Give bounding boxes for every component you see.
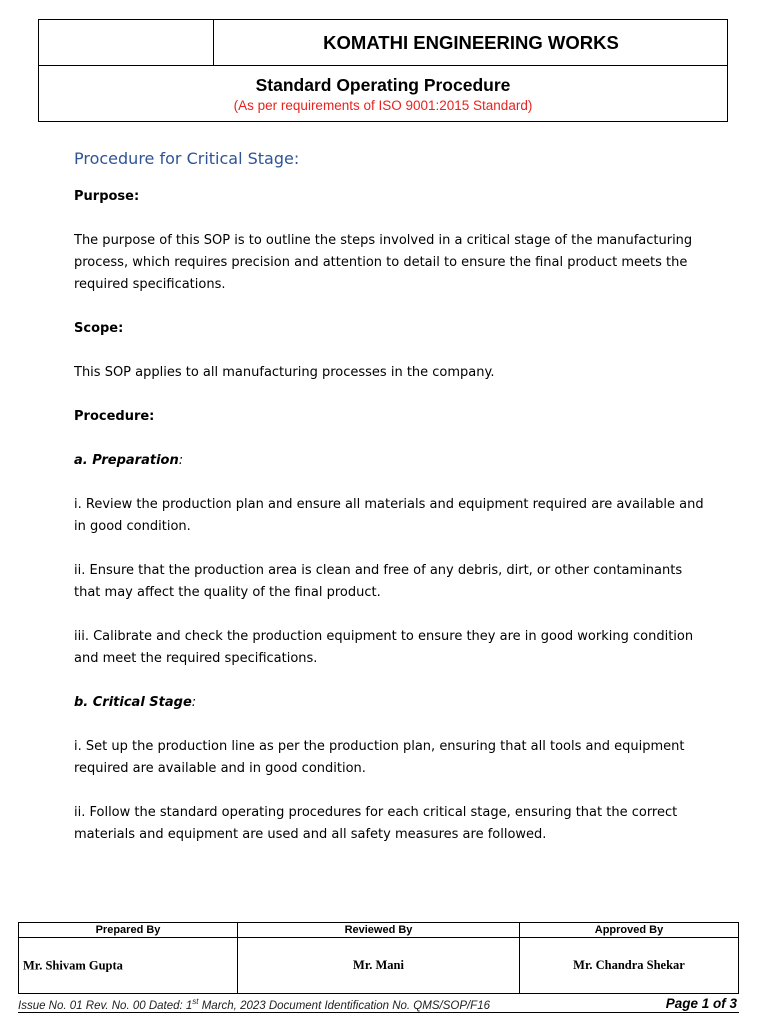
document-identification: Issue No. 01 Rev. No. 00 Dated: 1st March, 2023 Document Identification No. QMS/SOP/F16 (18, 997, 490, 1012)
page-number: Page 1 of 3 (665, 996, 737, 1011)
footer-rule (18, 1012, 739, 1013)
preparation-label: a. Preparation (74, 453, 179, 468)
purpose-label: Purpose: (74, 189, 140, 204)
iso-subtitle: (As per requirements of ISO 9001:2015 Standard) (233, 98, 533, 113)
preparation-step: i. Review the production plan and ensure all materials and equipment required are available and in good condition. (74, 497, 704, 534)
critical-stage-step: ii. Follow the standard operating procedures for each critical stage, ensuring that the correct materials and equipment are used and all safety measures are followed. (74, 805, 678, 842)
signature-name-row (19, 938, 738, 993)
critical-stage-heading: b. Critical Stage: (74, 695, 197, 710)
logo-cell (39, 20, 214, 65)
approved-by-name-cell (520, 938, 738, 993)
reviewed-by-name-cell (238, 938, 520, 993)
procedure-label: Procedure: (74, 409, 155, 424)
purpose-text: The purpose of this SOP is to outline the steps involved in a critical stage of the manufacturing process, which requires precision and attention to detail to ensure the final product meets the required specifications. (74, 233, 693, 292)
signature-header-row (19, 923, 738, 938)
document-body (74, 144, 704, 846)
signature-table (18, 922, 739, 994)
critical-stage-label: b. Critical Stage (74, 695, 192, 710)
approved-by-name: Mr. Chandra Shekar (573, 958, 685, 972)
reviewed-by-name: Mr. Mani (353, 958, 404, 972)
preparation-heading: a. Preparation: (74, 453, 184, 468)
reviewed-by-header: Reviewed By (238, 923, 520, 937)
preparation-step: iii. Calibrate and check the production equipment to ensure they are in good working condition and meet the required specifications. (74, 629, 694, 666)
scope-text: This SOP applies to all manufacturing processes in the company. (74, 365, 495, 380)
page-footer (18, 996, 739, 1014)
header-top-row (39, 20, 727, 66)
header-title-row (39, 66, 727, 122)
document-type-title: Standard Operating Procedure (255, 75, 511, 95)
preparation-step: ii. Ensure that the production area is clean and free of any debris, dirt, or other contaminants that may affect the quality of the final product. (74, 563, 683, 600)
prepared-by-name-cell (19, 938, 238, 993)
scope-label: Scope: (74, 321, 124, 336)
approved-by-header: Approved By (594, 924, 664, 936)
critical-stage-step: i. Set up the production line as per the production plan, ensuring that all tools and equipment required are available and in good condition. (74, 739, 685, 776)
prepared-by-header: Prepared By (19, 923, 238, 937)
prepared-by-name: Mr. Shivam Gupta (23, 958, 123, 972)
company-name: KOMATHI ENGINEERING WORKS (323, 31, 619, 53)
document-header (38, 19, 728, 122)
section-heading: Procedure for Critical Stage: (74, 149, 300, 168)
